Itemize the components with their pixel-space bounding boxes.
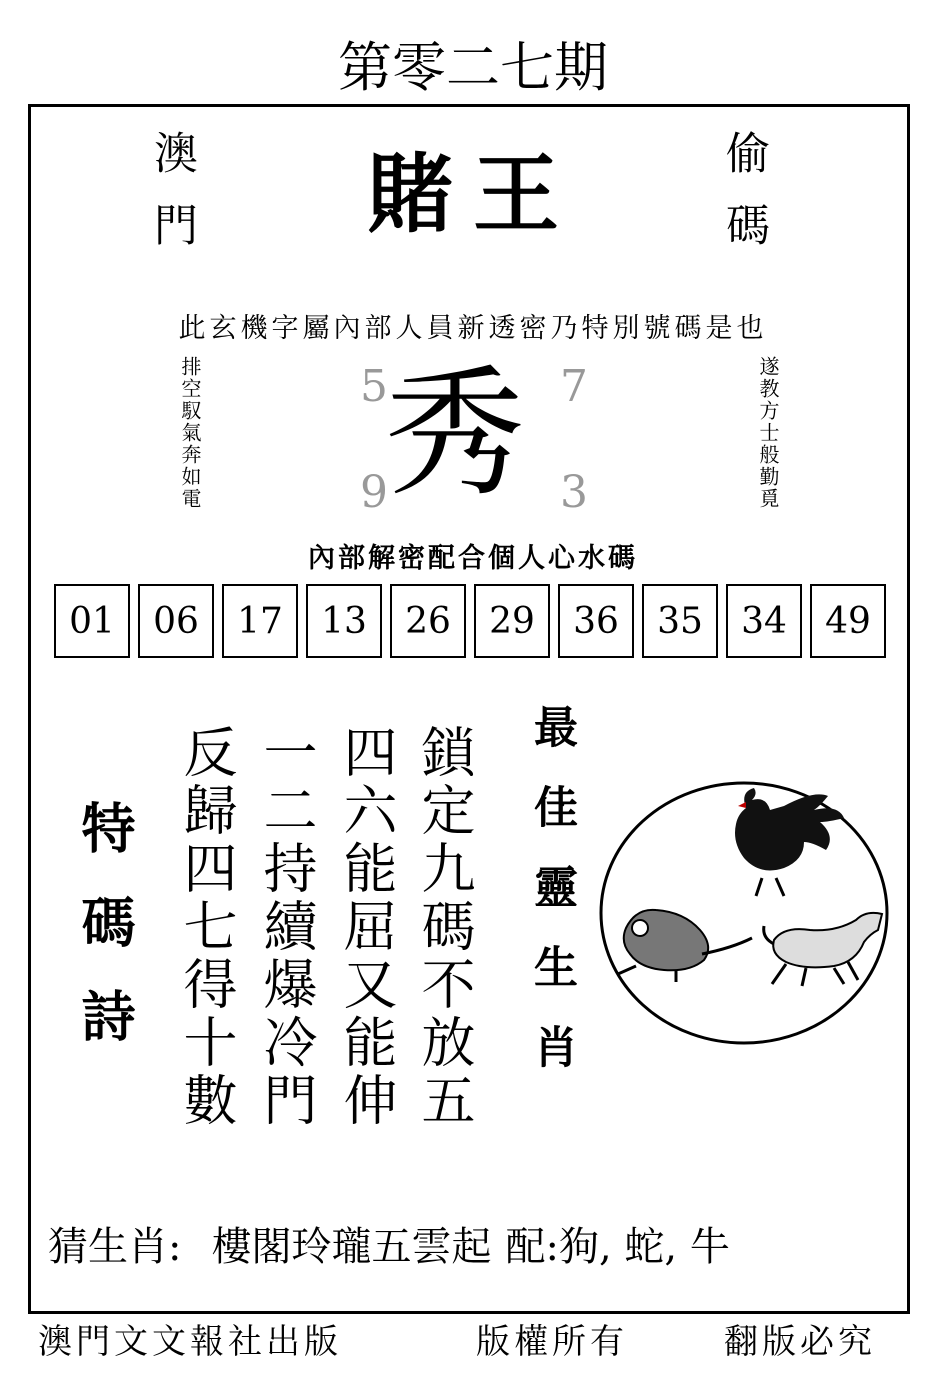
- page-title: 賭王: [367, 145, 579, 245]
- corner-digit: 5: [360, 361, 388, 412]
- label-stolen-code: 偷碼: [718, 130, 769, 274]
- number-box: 34: [726, 584, 802, 658]
- footer-rights: 版權所有: [476, 1322, 628, 1362]
- corner-digit: 9: [360, 467, 388, 518]
- right-verse: 遂教方士般勤覓: [756, 356, 780, 510]
- riddle-character: 秀: [385, 353, 526, 516]
- poem-title: 特碼詩: [73, 800, 136, 1082]
- best-zodiac-label: 最佳靈生肖: [526, 704, 577, 1104]
- match-animals: 狗, 蛇, 牛: [558, 1224, 730, 1270]
- footer-warning: 翻版必究: [724, 1322, 876, 1362]
- number-box: 01: [54, 584, 130, 658]
- poem-line: 反歸四七得十數: [175, 724, 238, 1130]
- number-box: 36: [558, 584, 634, 658]
- number-box: 49: [810, 584, 886, 658]
- number-box: 35: [642, 584, 718, 658]
- guess-label: 猜生肖:: [48, 1224, 182, 1270]
- number-box: 13: [306, 584, 382, 658]
- left-verse: 排空馭氣奔如電: [178, 356, 202, 510]
- description: 此玄機字屬內部人員新透密乃特別號碼是也: [178, 313, 768, 344]
- guess-riddle: 樓閣玲瓏五雲起: [211, 1224, 492, 1270]
- zodiac-circle: [596, 778, 896, 1048]
- number-box: 26: [390, 584, 466, 658]
- poem-line: 四六能屈又能伸: [335, 724, 398, 1130]
- match-label: 配:: [505, 1224, 559, 1270]
- number-box: 06: [138, 584, 214, 658]
- corner-digit: 3: [560, 467, 588, 518]
- number-box: 17: [222, 584, 298, 658]
- poem-line: 鎖定九碼不放五: [413, 724, 476, 1130]
- label-macau: 澳門: [146, 130, 197, 274]
- number-box: 29: [474, 584, 550, 658]
- rooster-icon: [735, 788, 844, 896]
- subtitle: 內部解密配合個人心水碼: [308, 543, 638, 574]
- corner-digit: 7: [560, 361, 588, 412]
- issue-number: 第零二七期: [338, 36, 608, 99]
- footer-publisher: 澳門文文報社出版: [38, 1322, 342, 1362]
- guess-zodiac: [48, 1222, 730, 1272]
- rat-icon: [618, 910, 752, 982]
- dog-icon: [764, 913, 882, 986]
- poem-line: 一二持續爆冷門: [255, 724, 318, 1130]
- main-frame: [28, 104, 910, 1314]
